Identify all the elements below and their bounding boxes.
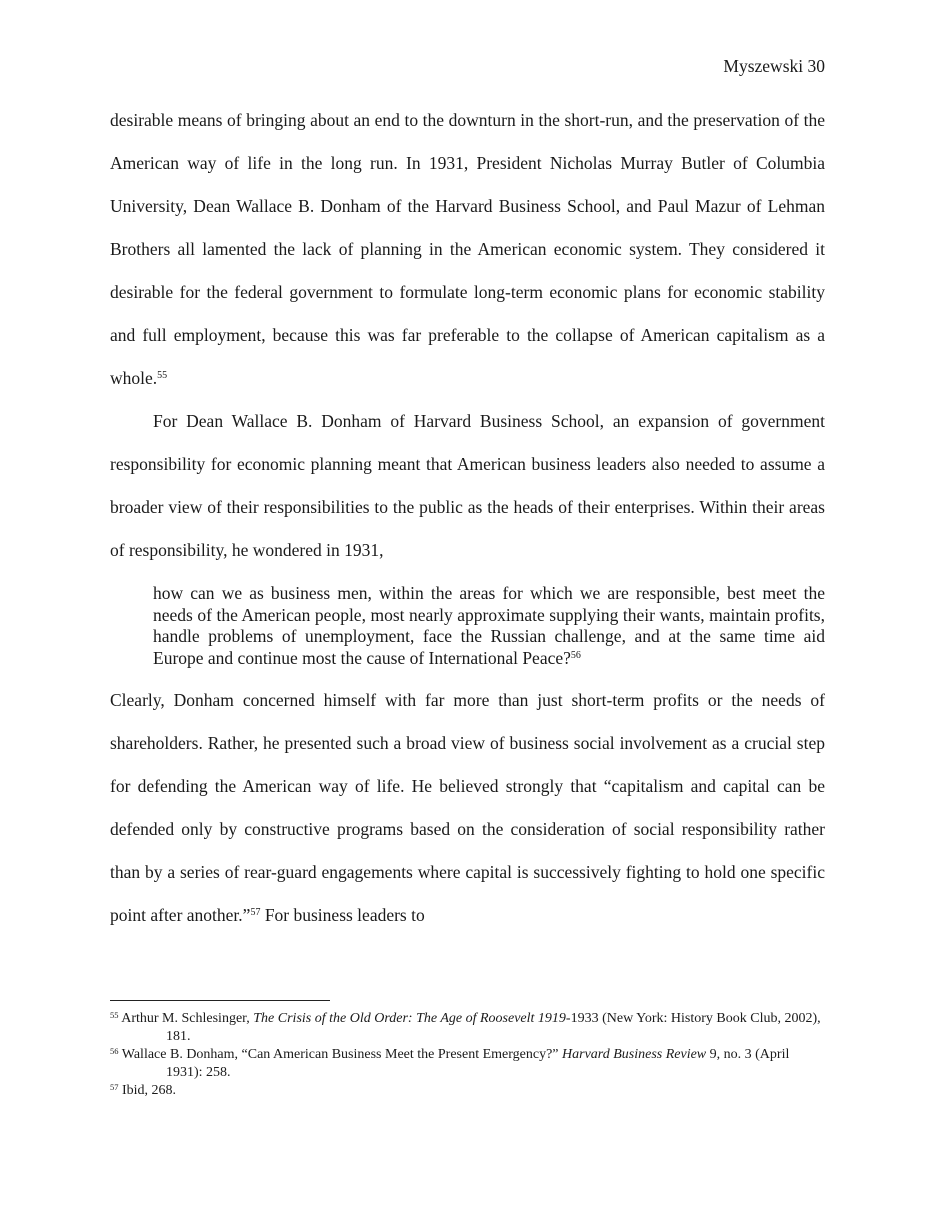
paragraph-3 (110, 679, 825, 937)
footnote-title: Harvard Business Review (562, 1047, 707, 1062)
paragraph-2 (110, 400, 825, 572)
footnote-number: 55 (110, 1010, 119, 1020)
paragraph-1-text: desirable means of bringing about an end to the downturn in the short-run, and the preservation of the American way of life in the long run. In 1931, President Nicholas Murray Butler of Columbia University, Dean Wallace B. Donham of the Harvard Business School, and Paul Mazur of Lehman Brothers all lamented the lack of planning in the American economic system. They considered it desirable for the federal government to formulate long-term economic plans for economic stability and full employment, because this was far preferable to the collapse of American capitalism as a whole. (110, 110, 825, 388)
footnote-number: 57 (110, 1082, 119, 1092)
footnote-text: -1933 (New York: History Book Club, 2002), 181. (166, 1011, 821, 1044)
footnote-ref-57[interactable]: 57 (250, 907, 261, 918)
footnote-ref-56[interactable]: 56 (570, 649, 581, 661)
footnote-ref-55[interactable]: 55 (157, 370, 168, 381)
paragraph-3-tail: For business leaders to (260, 905, 425, 925)
footnote-57 (110, 1082, 825, 1100)
paragraph-3-text: Clearly, Donham concerned himself with far more than just short-term profits or the needs of shareholders. Rather, he presented such a broad view of business social involvement as a crucial step for defending the American way of life. He believed strongly that “capitalism and capital can be defended only by constructive programs based on the consideration of social responsibility rather than by a series of rear-guard engagements where capital is successively fighting to hold one specific point after another.” (110, 690, 825, 925)
block-quote-text: how can we as business men, within the areas for which we are responsible, best meet the needs of the American people, most nearly approximate supplying their wants, maintain profits, handle problems of unemployment, face the Russian challenge, and at the same time aid Europe and continue most the cause of International Peace? (153, 583, 825, 668)
footnote-text: Arthur M. Schlesinger, (118, 1011, 254, 1026)
paragraph-1 (110, 99, 825, 400)
footnote-number: 56 (110, 1046, 119, 1056)
paragraph-2-text: For Dean Wallace B. Donham of Harvard Business School, an expansion of government responsibility for economic planning meant that American business leaders also needed to assume a broader view of their responsibilities to the public as the heads of their enterprises. Within their areas of responsibility, he wondered in 1931, (110, 411, 825, 560)
body-text (110, 99, 825, 937)
footnote-text: Wallace B. Donham, “Can American Business Meet the Present Emergency?” (118, 1047, 563, 1062)
footnote-text: 9, no. 3 (April 1931): 258. (166, 1047, 790, 1080)
block-quote (153, 572, 825, 679)
footnote-55 (110, 1010, 825, 1046)
footnote-56 (110, 1046, 825, 1082)
footnote-title: The Crisis of the Old Order: The Age of Roosevelt 1919 (253, 1011, 566, 1026)
footnote-separator (110, 1000, 330, 1001)
footnotes (110, 1010, 825, 1100)
footnote-text: Ibid, 268. (118, 1083, 177, 1098)
running-head: Myszewski 30 (723, 56, 825, 76)
